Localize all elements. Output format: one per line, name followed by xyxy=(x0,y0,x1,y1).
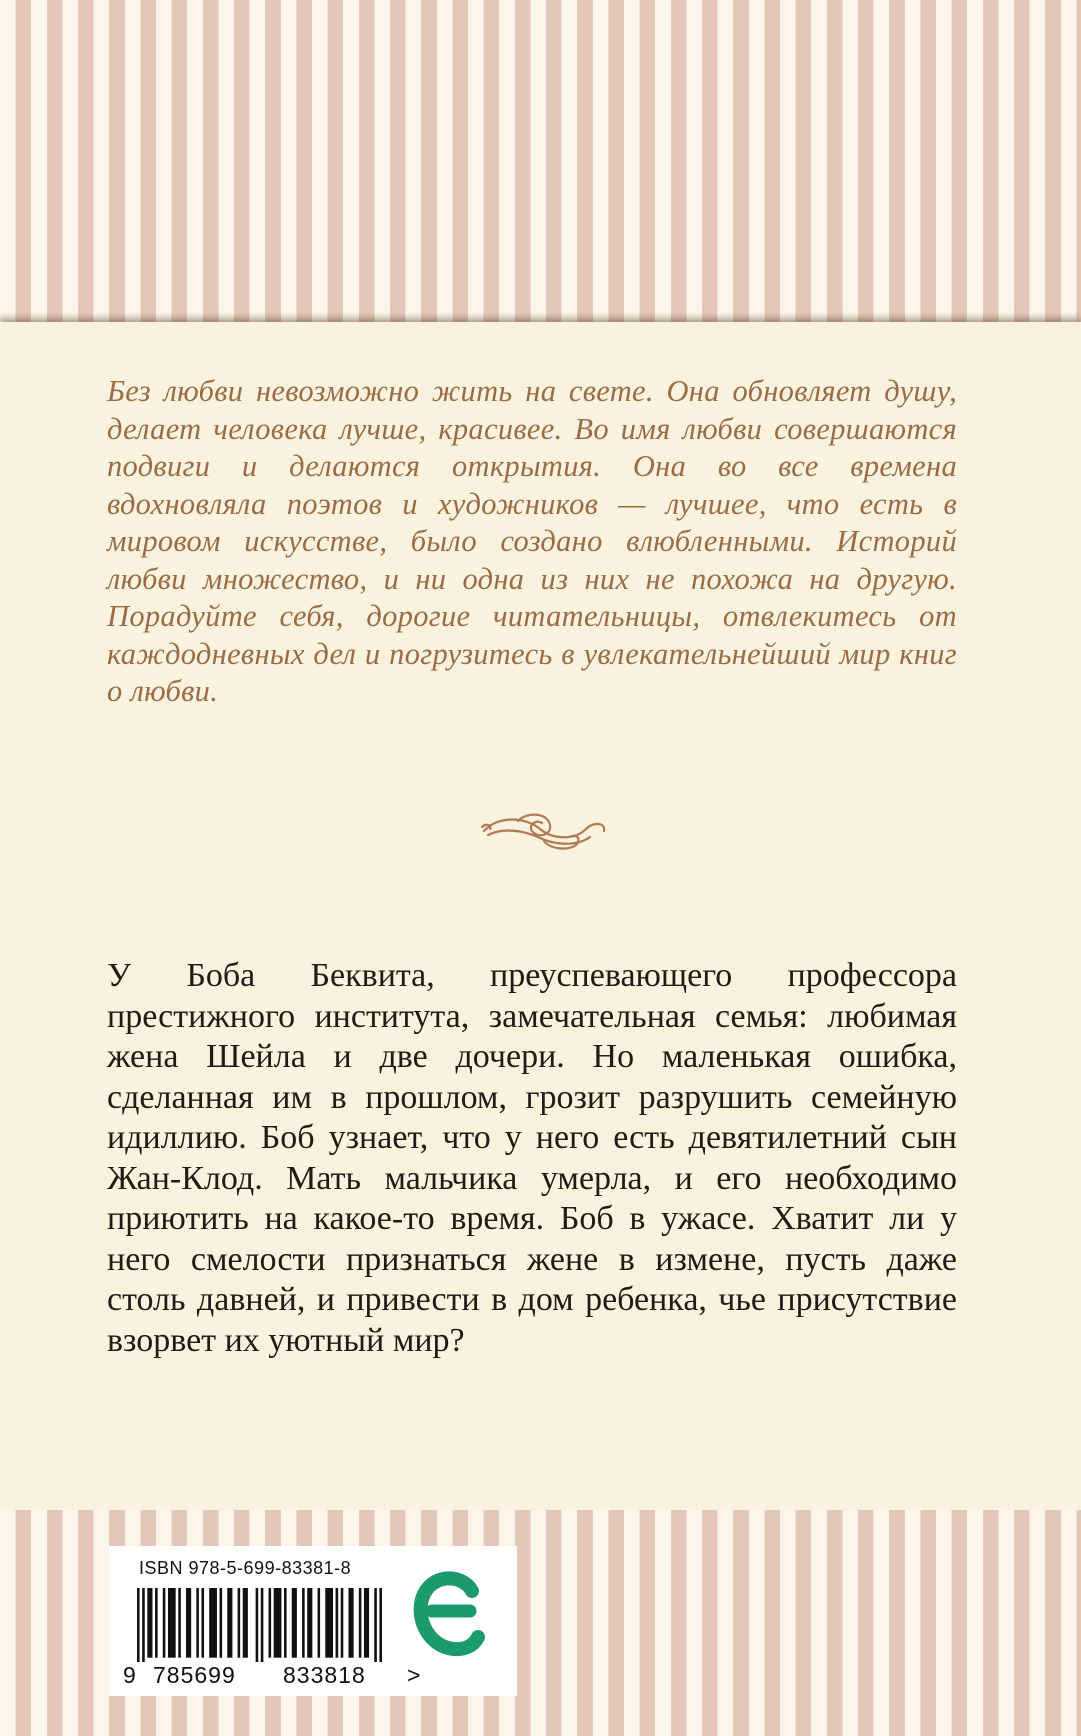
series-intro-text: Без любви невозможно жить на свете. Она обновляет душу, делает человека лучше, красивее. Во имя любви совершаются подвиги и делаются открытия. Она во все времена вдохновляла поэтов и художников — лучшее, что есть в мировом искусстве, было создано влюбленными. Историй любви множество, и ни одна из них не похожа на другую. Порадуйте себя, дорогие читательницы, отвлекитесь от каждодневных дел и погрузитесь в увлекательнейший мир книг о любви. xyxy=(107,374,957,708)
barcode-digit-first: 9 xyxy=(123,1662,137,1688)
barcode-digits-left: 785699 xyxy=(153,1662,236,1688)
eksmo-logo-icon xyxy=(410,1565,488,1670)
flourish-ornament-icon xyxy=(478,805,608,855)
barcode-digits xyxy=(123,1662,425,1689)
striped-band-top xyxy=(0,0,1081,322)
barcode-quiet-mark: > xyxy=(407,1662,422,1688)
book-synopsis-text: У Боба Беквита, преуспевающего профессора престижного института, замечательная семья: любимая жена Шейла и две дочери. Но маленькая ошибка, сделанная им в прошлом, грозит разрушить семейную идиллию. Боб узнает, что у него есть девятилетний сын Жан-Клод. Мать мальчика умерла, и его необходимо приютить на какое-то время. Боб в ужасе. Хватит ли у него смелости признаться жене в измене, пусть даже столь давней, и привести в дом ребенка, чье присутствие взорвет их уютный мир? xyxy=(107,957,957,1359)
isbn-number: ISBN 978-5-699-83381-8 xyxy=(139,1558,352,1578)
barcode-icon xyxy=(137,1588,382,1670)
barcode-digits-right: 833818 xyxy=(283,1662,366,1688)
